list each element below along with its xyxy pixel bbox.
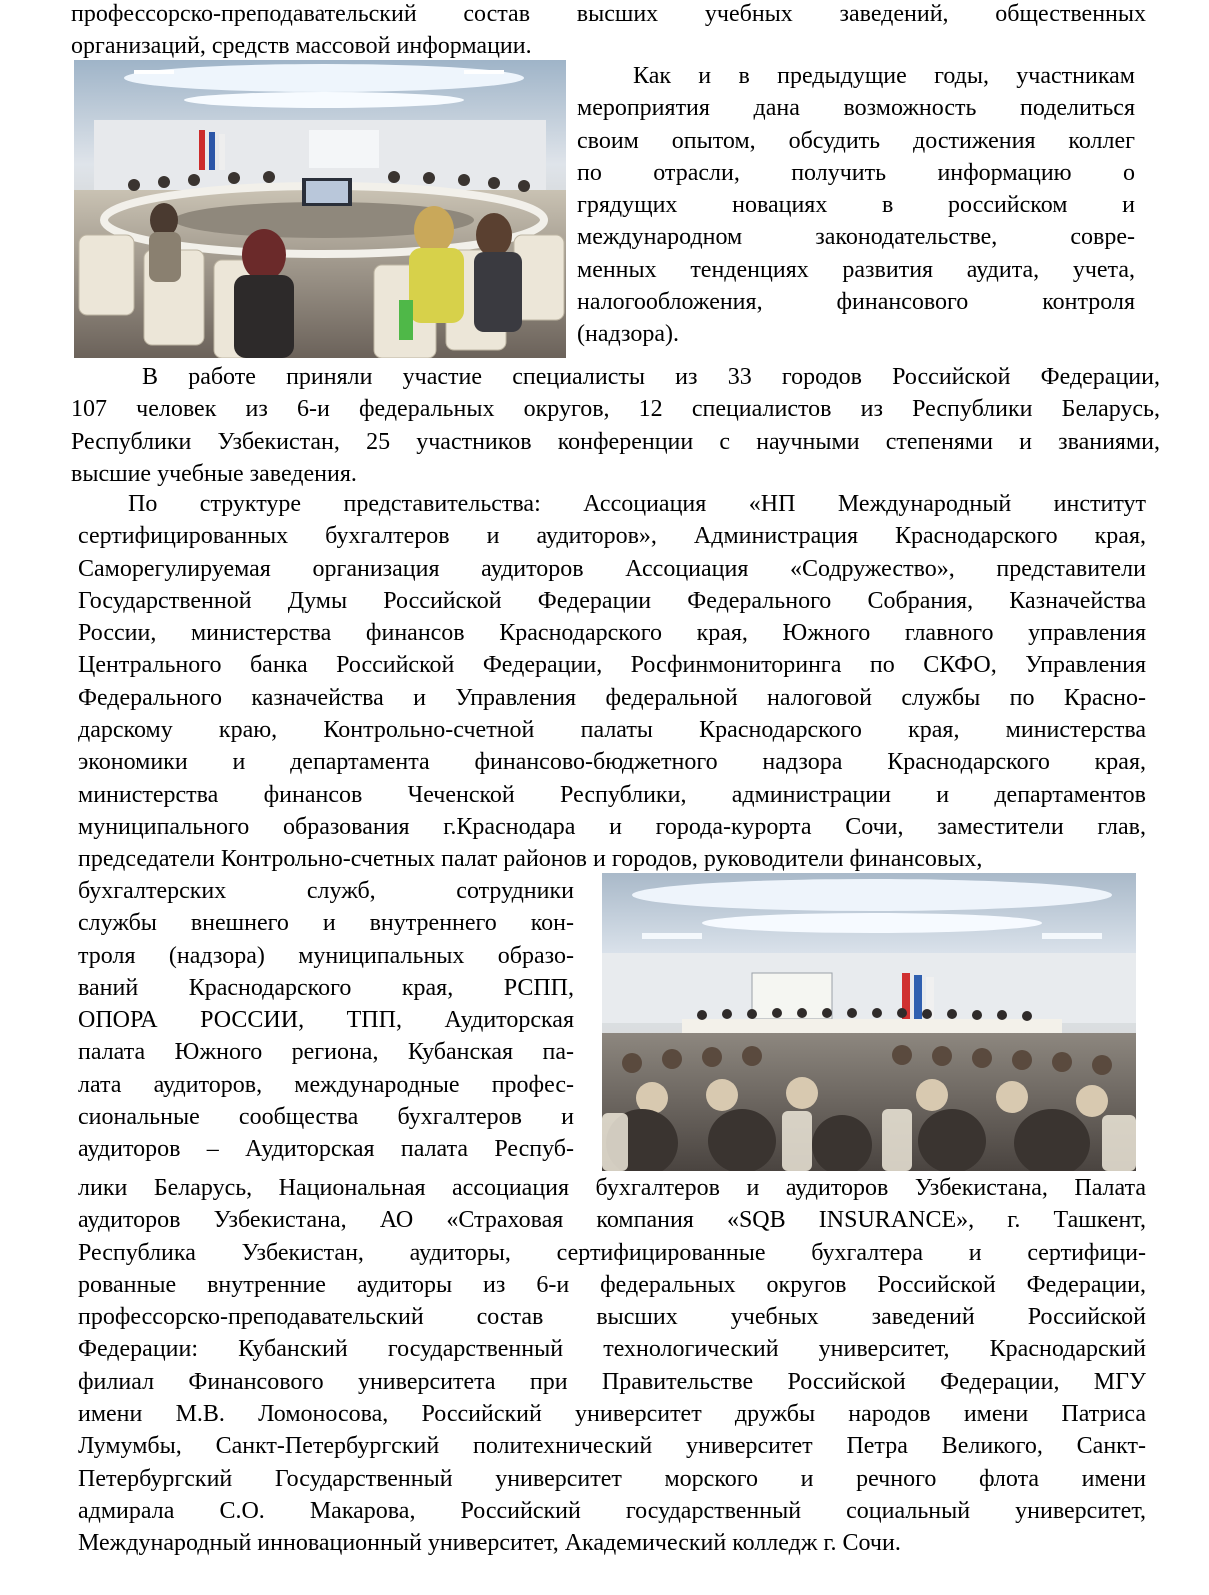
text-line: экономики и департамента финансово-бюджетного надзора Краснодарского края, — [78, 749, 1146, 776]
text-line: Международный инновационный университет, Академический колледж г. Сочи. — [78, 1530, 901, 1557]
text-line: Республики Узбекистан, 25 участников конференции с научными степенями и званиями, — [71, 428, 1160, 455]
text-line: филиал Финансового университета при Правительстве Российской Федерации, МГУ — [78, 1368, 1146, 1395]
text-line: 107 человек из 6-и федеральных округов, 12 специалистов из Республики Беларусь, — [71, 396, 1160, 423]
text-line: профессорско-преподавательский состав высших учебных заведений Российской — [78, 1304, 1146, 1331]
text-line: организаций, средств массовой информации. — [71, 33, 532, 60]
text-line: По структуре представительства: Ассоциация «НП Международный институт — [128, 491, 1146, 517]
text-line: В работе приняли участие специалисты из 33 городов Российской Федерации, — [142, 364, 1160, 390]
photo-conference-hall-audience — [602, 873, 1136, 1171]
text-line: по отрасли, получить информацию о — [577, 159, 1135, 186]
text-line: Республика Узбекистан, аудиторы, сертифицированные бухгалтера и сертифици- — [78, 1239, 1146, 1266]
text-line: Саморегулируемая организация аудиторов Ассоциация «Содружество», представители — [78, 555, 1146, 582]
text-line: ОПОРА РОССИИ, ТПП, Аудиторская — [78, 1007, 574, 1034]
text-line: службы внешнего и внутреннего кон- — [78, 910, 574, 937]
text-line: имени М.В. Ломоносова, Российский университет дружбы народов имени Патриса — [78, 1401, 1146, 1428]
text-line: сиональные сообщества бухгалтеров и — [78, 1104, 574, 1131]
text-line: председатели Контрольно-счетных палат районов и городов, руководители финансовых, — [78, 846, 983, 873]
text-line: своим опытом, обсудить достижения коллег — [577, 127, 1135, 154]
text-line: муниципального образования г.Краснодара и города-курорта Сочи, заместители глав, — [78, 813, 1146, 840]
text-line: Государственной Думы Российской Федерации Федерального Собрания, Казначейства — [78, 587, 1146, 614]
text-line: грядущих новациях в российском и — [577, 192, 1135, 219]
text-line: министерства финансов Чеченской Республики, администрации и департаментов — [78, 781, 1146, 808]
photo-conference-round-table — [74, 60, 566, 358]
text-line: (надзора). — [577, 321, 679, 348]
text-line: ваний Краснодарского края, РСПП, — [78, 974, 574, 1001]
text-line: дарскому краю, Контрольно-счетной палаты Краснодарского края, министерства — [78, 717, 1146, 744]
paragraph-international-and-universities — [78, 1172, 1146, 1560]
text-line: палата Южного региона, Кубанская па- — [78, 1039, 574, 1066]
text-line: высшие учебные заведения. — [71, 460, 357, 487]
text-line: лики Беларусь, Национальная ассоциация бухгалтеров и аудиторов Узбекистана, Палата — [78, 1175, 1146, 1201]
paragraph-representation-structure — [78, 488, 1146, 876]
text-line: аудиторов – Аудиторская палата Респуб- — [78, 1136, 574, 1163]
text-line: Федерации: Кубанский государственный технологический университет, Краснодарский — [78, 1336, 1146, 1363]
paragraph-services-list — [78, 875, 574, 1166]
text-line: Как и в предыдущие годы, участникам — [633, 63, 1135, 89]
text-line: аудиторов Узбекистана, АО «Страховая компания «SQB INSURANCE», г. Ташкент, — [78, 1207, 1146, 1234]
text-line: троля (надзора) муниципальных образо- — [78, 942, 574, 969]
text-line: Петербургский Государственный университет морского и речного флота имени — [78, 1465, 1146, 1492]
text-line: Федерального казначейства и Управления федеральной налоговой службы по Красно- — [78, 684, 1146, 711]
text-line: сертифицированных бухгалтеров и аудиторов», Администрация Краснодарского края, — [78, 523, 1146, 550]
paragraph-intro-continuation — [71, 0, 1146, 63]
text-line: Лумумбы, Санкт-Петербургский политехнический университет Петра Великого, Санкт- — [78, 1433, 1146, 1460]
paragraph-experience-sharing — [577, 60, 1135, 351]
text-line: адмирала С.О. Макарова, Российский государственный социальный университет, — [78, 1497, 1146, 1524]
text-line: менных тенденциях развития аудита, учета, — [577, 256, 1135, 283]
text-line: России, министерства финансов Краснодарского края, Южного главного управления — [78, 620, 1146, 647]
text-line: международном законодательстве, совре- — [577, 224, 1135, 251]
text-line: рованные внутренние аудиторы из 6-и федеральных округов Российской Федерации, — [78, 1271, 1146, 1298]
text-line: Центрального банка Российской Федерации, Росфинмониторинга по СКФО, Управления — [78, 652, 1146, 679]
text-line: бухгалтерских служб, сотрудники — [78, 878, 574, 904]
text-line: налогообложения, финансового контроля — [577, 289, 1135, 316]
text-line: лата аудиторов, международные профес- — [78, 1071, 574, 1098]
text-line: профессорско-преподавательский состав высших учебных заведений, общественных — [71, 1, 1146, 27]
paragraph-participants — [71, 361, 1160, 490]
text-line: мероприятия дана возможность поделиться — [577, 95, 1135, 122]
